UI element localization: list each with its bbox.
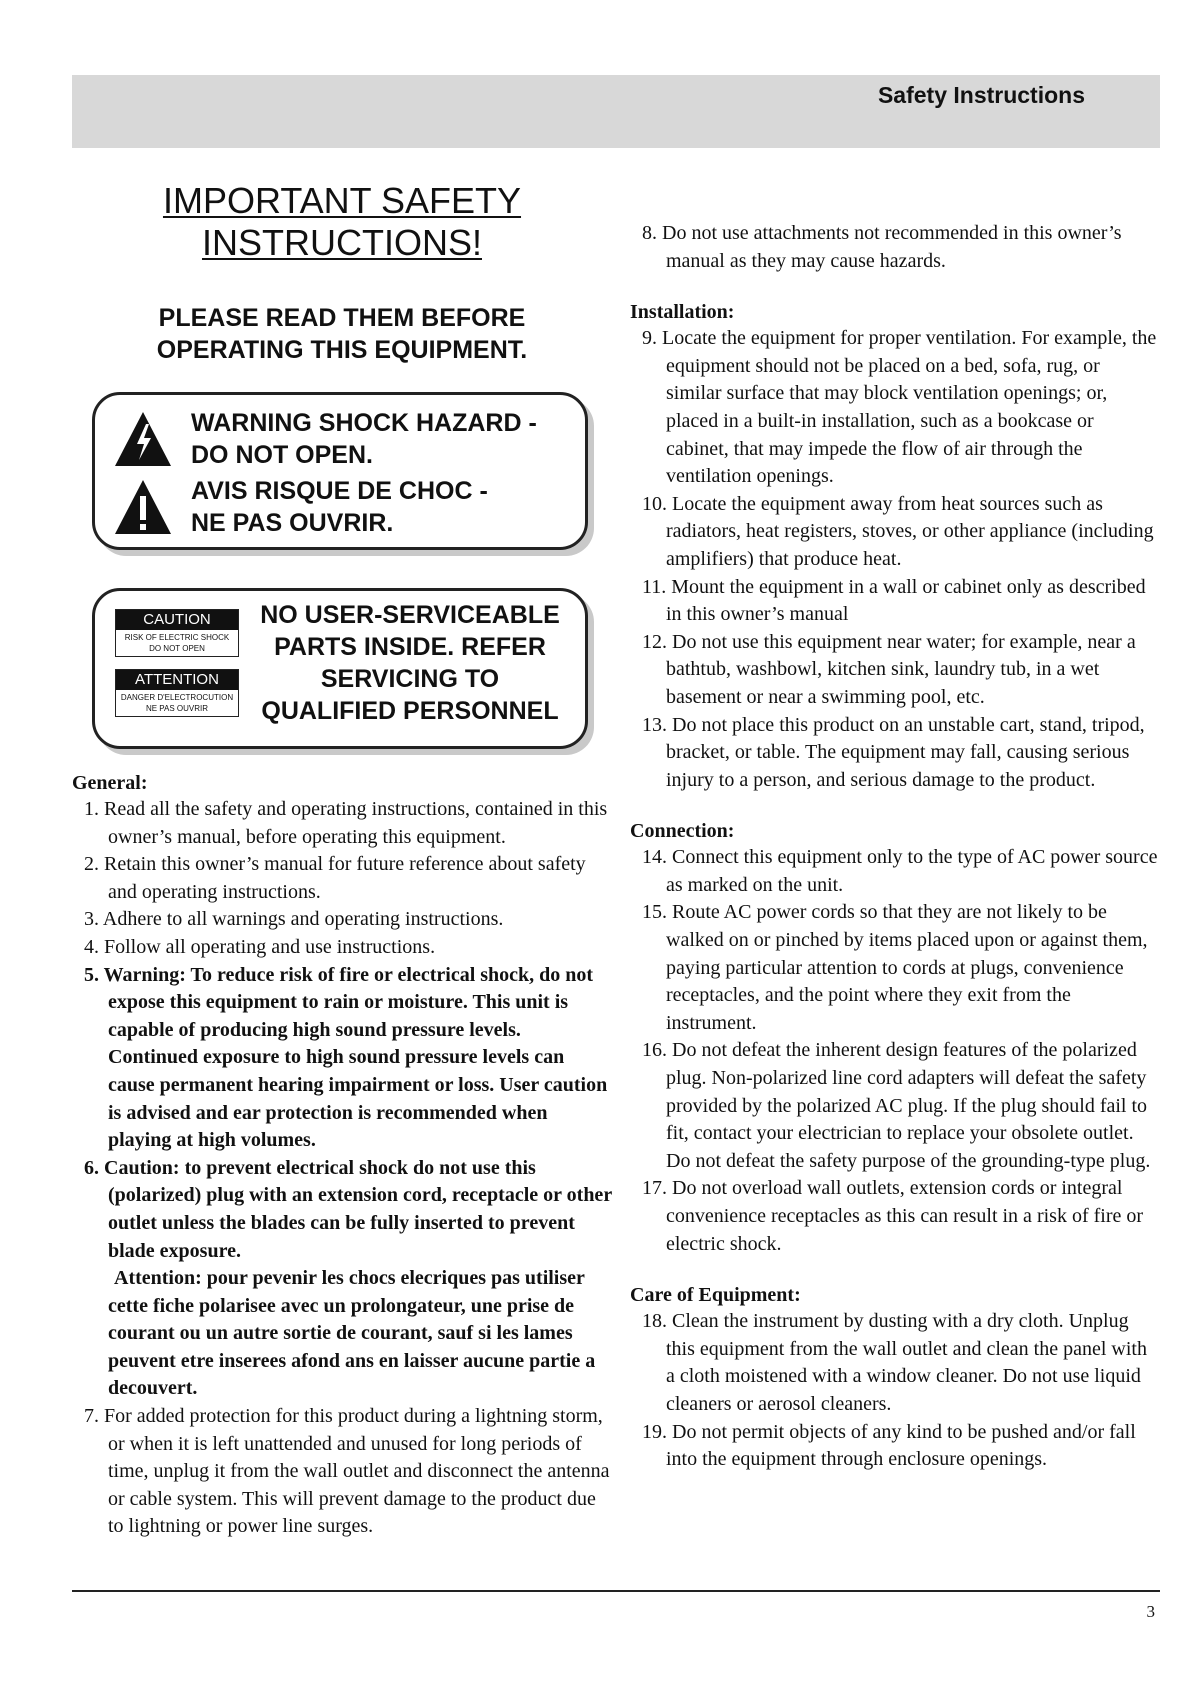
footer-rule (72, 1590, 1160, 1592)
care-list (630, 1308, 1160, 1474)
sub-title-line1: PLEASE READ THEM BEFORE (158, 304, 526, 332)
service-line4: QUALIFIED PERSONNEL (261, 697, 559, 725)
list-item: 11. Mount the equipment in a wall or cabinet only as described in this owner’s manual (642, 575, 1146, 626)
lightning-warning-icon (113, 410, 173, 468)
warning-fr-line2: NE PAS OUVRIR. (191, 509, 394, 537)
attention-label-sub (116, 690, 238, 716)
warning-box (92, 392, 588, 550)
left-column (72, 180, 612, 1538)
list-item: 13. Do not place this product on an unstable cart, stand, tripod, bracket, or table. The equipment may fall, causing serious injury to a person, and serious damage to the product. (642, 713, 1145, 791)
list-item: 7. For added protection for this product during a lightning storm, or when it is left unattended and unused for long periods of time, unplug it from the wall outlet and disconnect the antenna or cable system. This will prevent damage to the product due to lightning or power line surges. (84, 1405, 610, 1538)
list-item: 17. Do not overload wall outlets, extension cords or integral convenience receptacles as this can result in a risk of fire or electric shock. (642, 1177, 1144, 1255)
list-item: 1. Read all the safety and operating instructions, contained in this owner’s manual, before operating this equipment. (84, 798, 608, 848)
no-user-serviceable-text (245, 599, 575, 727)
caution-label-stack (115, 609, 239, 729)
attention-sub-line2: NE PAS OUVRIR (145, 704, 209, 713)
header-band (72, 75, 1160, 148)
list-item: 9. Locate the equipment for proper ventilation. For example, the equipment should not be placed on a bed, sofa, rug, or similar surface that may block ventilation openings; or, placed in a built-in installation, such as a bookcase or cabinet, that may impede the flow of air through the ventilation openings. (642, 327, 1157, 488)
general-heading: General: (72, 772, 148, 794)
caution-label (115, 609, 239, 657)
exclamation-warning-icon (113, 478, 173, 536)
right-column (630, 220, 1160, 1474)
warning-row-en (113, 407, 537, 471)
warning-en-line1: WARNING SHOCK HAZARD - (191, 409, 537, 437)
caution-label-sub (116, 630, 238, 656)
list-item: 10. Locate the equipment away from heat sources such as radiators, heat registers, stoves, or other appliance (including amplifiers) that produce heat. (642, 492, 1154, 570)
attention-label-head: ATTENTION (116, 670, 238, 690)
list-item: 8. Do not use attachments not recommended in this owner’s manual as they may cause hazards. (642, 222, 1122, 272)
sub-title (72, 302, 612, 366)
installation-list (630, 325, 1160, 794)
service-line3: SERVICING TO (320, 665, 500, 693)
service-line2: PARTS INSIDE. REFER (274, 633, 546, 661)
general-list-cont (72, 1403, 612, 1541)
sub-title-line2: OPERATING THIS EQUIPMENT. (156, 336, 528, 364)
list-item: 19. Do not permit objects of any kind to be pushed and/or fall into the equipment through enclosure openings. (642, 1420, 1136, 1471)
warning-text-fr (191, 475, 488, 539)
attention-sub-line1: DANGER D'ELECTROCUTION (120, 693, 234, 702)
service-box (92, 588, 588, 749)
connection-heading: Connection: (630, 820, 735, 843)
attention-label (115, 669, 239, 717)
list-item: 4. Follow all operating and use instructions. (84, 935, 436, 958)
connection-list (630, 844, 1160, 1258)
list-item: 14. Connect this equipment only to the type of AC power source as marked on the unit. (642, 846, 1158, 896)
caution-label-head: CAUTION (116, 610, 238, 630)
warning-row-fr (113, 475, 488, 539)
general-section (72, 770, 612, 1541)
service-line1: NO USER-SERVICEABLE (260, 601, 560, 629)
main-title-line1: IMPORTANT SAFETY (162, 180, 522, 221)
list-item: 5. Warning: To reduce risk of fire or electrical shock, do not expose this equipment to rain or moisture. This unit is capable of producing high sound pressure levels. Continued exposure to high sound pressure levels can cause permanent hearing impairment or loss. User caution is advised and ear protection is recommended when playing at high volumes. (84, 963, 608, 1152)
care-heading: Care of Equipment: (630, 1284, 801, 1307)
list-item: 18. Clean the instrument by dusting with a dry cloth. Unplug this equipment from the wall outlet and clean the panel with a cloth moistened with a window cleaner. Do not use liquid cleaners or aerosol cleaners. (642, 1310, 1147, 1415)
warning-en-line2: DO NOT OPEN. (191, 441, 373, 469)
warning-fr-line1: AVIS RISQUE DE CHOC - (191, 477, 488, 505)
item8-list (630, 220, 1160, 275)
caution-sub-line1: RISK OF ELECTRIC SHOCK (124, 633, 230, 642)
warning-text-en (191, 407, 537, 471)
list-item: 16. Do not defeat the inherent design features of the polarized plug. Non-polarized line cord adapters will defeat the safety provided by the polarized AC plug. If the plug should fail to fit, contact your electrician to replace your obsolete outlet. Do not defeat the safety purpose of the grounding-type plug. (642, 1039, 1151, 1172)
page-number: 3 (1146, 1602, 1155, 1621)
main-title-line2: INSTRUCTIONS! (201, 222, 482, 263)
caution-sub-line2: DO NOT OPEN (149, 644, 205, 653)
attention-french-text: Attention: pour pevenir les chocs elecriques pas utiliser cette fiche polarisee avec un prolongateur, une prise de courant ou un autre sortie de courant, sauf si les lames peuvent etre inserees afond ans en laisser aucune partie a decouvert. (108, 1267, 596, 1400)
header-title: Safety Instructions (877, 82, 1085, 108)
list-item: 15. Route AC power cords so that they are not likely to be walked on or pinched by items placed upon or against them, paying particular attention to cords at plugs, convenience receptacles, and the point where they exit from the instrument. (642, 901, 1148, 1034)
main-title (72, 180, 612, 264)
installation-heading: Installation: (630, 301, 735, 324)
list-item: 6. Caution: to prevent electrical shock do not use this (polarized) plug with an extension cord, receptacle or other outlet unless the blades can be fully inserted to prevent blade exposure. (84, 1156, 612, 1262)
general-list (72, 796, 612, 1265)
list-item: 2. Retain this owner’s manual for future reference about safety and operating instructions. (84, 853, 586, 903)
list-item: 3. Adhere to all warnings and operating instructions. (84, 908, 504, 931)
list-item: 12. Do not use this equipment near water; for example, near a bathtub, washbowl, kitchen sink, laundry tub, in a wet basement or near a swimming pool, etc. (642, 630, 1136, 708)
